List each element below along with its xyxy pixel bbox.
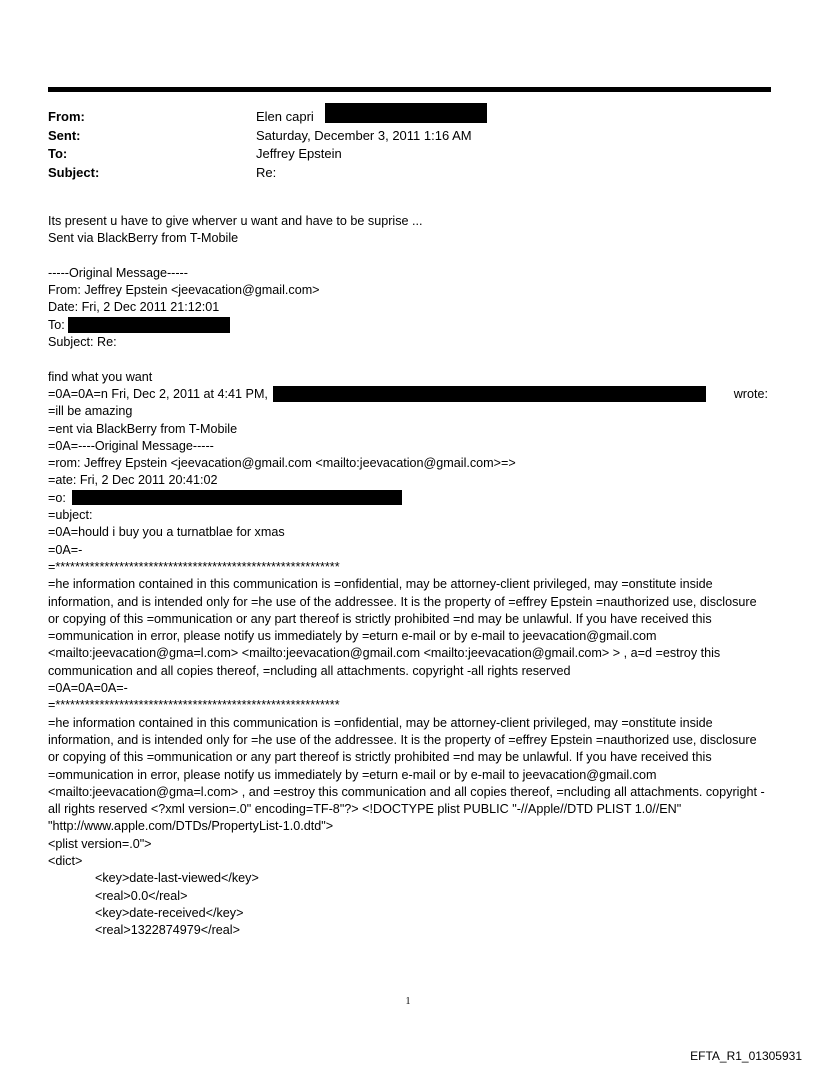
separator-line: =0A=0A=0A=-: [48, 681, 128, 696]
sent-label: Sent:: [48, 127, 81, 143]
quote-line: =ent via BlackBerry from T-Mobile: [48, 421, 238, 436]
quote-line: =rom: Jeffrey Epstein <jeevacation@gmail.com <mailto:jeevacation@gmail.com>=>: [48, 456, 516, 471]
subject-row: [48, 164, 768, 183]
quote-wrote: wrote:: [733, 386, 768, 401]
original-from: From: Jeffrey Epstein <jeevacation@gmail.com>: [48, 283, 320, 298]
document-id: EFTA_R1_01305931: [690, 1049, 802, 1063]
reply-signature: Sent via BlackBerry from T-Mobile: [48, 231, 239, 246]
redaction-bar: [72, 490, 402, 505]
quote-attribution: [48, 386, 768, 403]
email-header: [48, 108, 768, 182]
disclaimer-paragraph: =he information contained in this communication is =onfidential, may be attorney-client privileged, may =onstitute inside information, and is intended only for =he use of the addressee. It is the property of =effrey Epstein =nauthorized use, disclosure or copying of this =ommunication or any part thereof is strictly prohibited =nd may be unlawful. If you have received this =ommunication in error, please notify us immediately by =eturn e-mail or by e-mail to jeevacation@gmail.com <mailto:jeevacation@gma=l.com> , and =estroy this communication and all copies thereof, =ncluding all attachments. copyright -all rights reserved <?xml version=.0" encoding=TF-8"?> <!DOCTYPE plist PUBLIC "-//Apple//DTD PLIST 1.0//EN" "http://www.apple.com/DTDs/PropertyList-1.0.dtd">: [48, 715, 765, 834]
plist-open: <plist version=.0">: [48, 836, 152, 851]
redaction-bar: [68, 317, 230, 333]
original-to: [48, 317, 768, 334]
original-date: Date: Fri, 2 Dec 2011 21:12:01: [48, 300, 220, 315]
original-message-marker: -----Original Message-----: [48, 265, 188, 280]
find-line: find what you want: [48, 369, 153, 384]
from-row: [48, 108, 768, 127]
page-number: 1: [405, 996, 411, 1007]
dict-open: <dict>: [48, 853, 83, 868]
quote-on: =0A=0A=n Fri, Dec 2, 2011 at 4:41 PM,: [48, 386, 268, 401]
plist-key: <key>date-last-viewed</key>: [95, 871, 259, 886]
from-value: Elen capri: [256, 109, 314, 124]
redaction-bar: [273, 386, 706, 402]
quote-line: =ubject:: [48, 508, 93, 523]
plist-key: <key>date-received</key>: [95, 905, 244, 920]
original-to-label: To:: [48, 317, 65, 332]
disclaimer-paragraph: =he information contained in this communication is =onfidential, may be attorney-client privileged, may =onstitute inside information, and is intended only for =he use of the addressee. It is the property of =effrey Epstein =nauthorized use, disclosure or copying of this =ommunication or any part thereof is strictly prohibited =nd may be unlawful. If you have received this =ommunication in error, please notify us immediately by =eturn e-mail or by e-mail to jeevacation@gmail.com <mailto:jeevacation@gma=l.com> <mailto:jeevacation@gmail.com <mailto:jeevacation@gmail.com> > , a=d =estroy this communication and all copies thereof, =ncluding all attachments. copyright -all rights reserved: [48, 577, 757, 678]
quote-line: =0A=----Original Message-----: [48, 438, 214, 453]
from-label: From:: [48, 109, 85, 124]
subject-label: Subject:: [48, 164, 100, 180]
separator-stars: =**********************************************************: [48, 698, 340, 713]
sent-row: [48, 127, 768, 146]
to-row: [48, 145, 768, 164]
quote-line: =ate: Fri, 2 Dec 2011 20:41:02: [48, 473, 218, 488]
header-rule: [48, 87, 771, 92]
quote-line: =0A=hould i buy you a turnatblae for xmas: [48, 525, 285, 540]
quote-line: =ill be amazing: [48, 404, 133, 419]
reply-text: Its present u have to give wherver u want and have to be suprise ...: [48, 214, 423, 228]
original-subject: Subject: Re:: [48, 335, 117, 350]
quote-to-label: =o:: [48, 490, 66, 505]
sent-value: Saturday, December 3, 2011 1:16 AM: [256, 127, 472, 143]
email-body: [48, 213, 768, 939]
quote-line: =0A=-: [48, 542, 83, 557]
separator-stars: =**********************************************************: [48, 559, 340, 574]
redaction-bar: [325, 103, 487, 123]
to-value: Jeffrey Epstein: [256, 146, 342, 161]
to-label: To:: [48, 146, 68, 161]
plist-real: <real>0.0</real>: [95, 888, 188, 903]
plist-real: <real>1322874979</real>: [95, 923, 240, 938]
subject-value: Re:: [256, 164, 277, 180]
quote-to-line: [48, 490, 768, 507]
